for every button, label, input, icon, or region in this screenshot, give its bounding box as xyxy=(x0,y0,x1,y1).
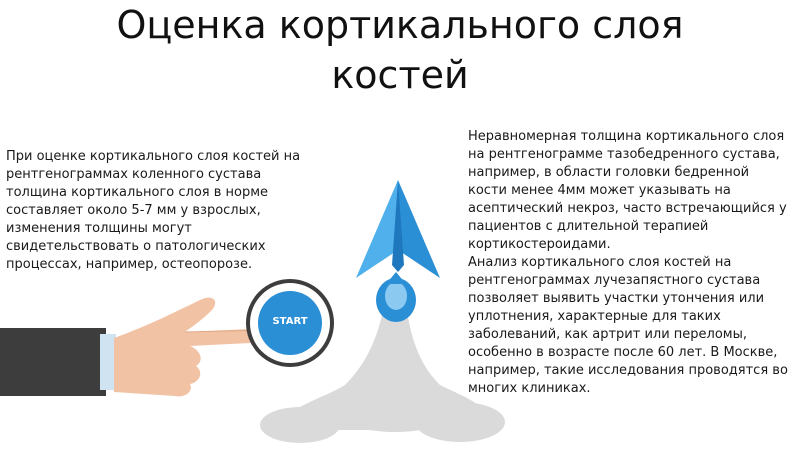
start-button-label[interactable]: START xyxy=(272,316,308,327)
left-paragraph: При оценке кортикального слоя костей на рентгенограммах коленного сустава толщина кортикального слоя в норме составляет около 5-7 мм у взрослых, изменения толщины могут свидетельствовать о патологических процессах, например, остеопорозе. xyxy=(6,149,301,272)
right-paragraph: Неравномерная толщина кортикального слоя на рентгенограмме тазобедренного сустава, например, в области головки бедренной кости менее 4мм может указывать на асептический некроз, часто встречающийся у пациентов с длительной терапией кортикостероидами. Анализ кортикального слоя костей на рентгенограммах лучезапястного сустава позволяет выявить участки утончения или уплотнения, характерные для таких заболеваний, как артрит или переломы, особенно в возрасте после 60 лет. В Москве, например, такие исследования проводятся во многих клиниках. xyxy=(468,129,788,396)
rocket-flame-icon xyxy=(376,272,416,322)
slide-title: Оценка кортикального слоя костей xyxy=(116,3,684,97)
rocket-icon xyxy=(356,180,440,278)
pointing-hand-icon xyxy=(0,298,278,397)
